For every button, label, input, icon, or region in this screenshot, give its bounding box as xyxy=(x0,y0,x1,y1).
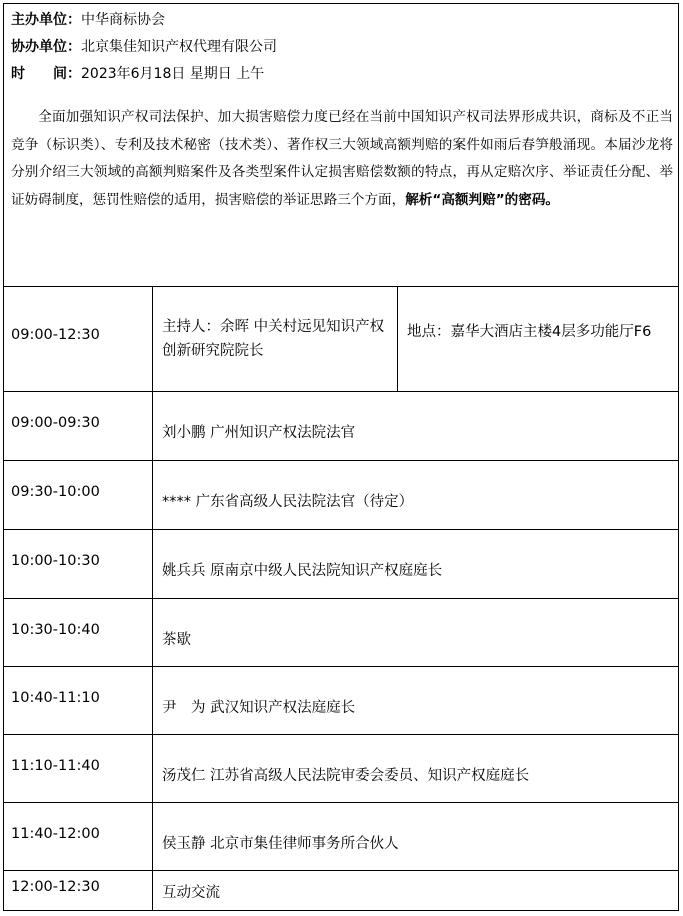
time-cell: 10:00-10:30 xyxy=(4,530,153,598)
schedule-row xyxy=(4,530,678,599)
speaker-cell: 汤茂仁 江苏省高级人民法院审委会委员、知识产权庭庭长 xyxy=(162,768,530,784)
speaker-cell: 互动交流 xyxy=(162,885,220,901)
time-line xyxy=(11,64,264,84)
speaker-cell: 刘小鹏 广州知识产权法院法官 xyxy=(162,425,356,441)
schedule-row xyxy=(4,803,678,871)
time-cell: 12:00-12:30 xyxy=(4,871,153,911)
time-cell: 10:30-10:40 xyxy=(4,599,153,666)
time-cell: 11:40-12:00 xyxy=(4,803,153,870)
time-label-a: 时 xyxy=(11,66,25,82)
intro-highlight: 解析“高额判赔”的密码。 xyxy=(405,191,560,208)
organizer-value: 中华商标协会 xyxy=(81,12,165,28)
speaker-cell: 茶歇 xyxy=(162,632,191,648)
time-cell: 10:40-11:10 xyxy=(4,667,153,734)
organizer-line xyxy=(11,10,165,30)
schedule-row xyxy=(4,599,678,667)
speaker-cell: 姚兵兵 原南京中级人民法院知识产权庭庭长 xyxy=(162,563,443,579)
co-organizer-value: 北京集佳知识产权代理有限公司 xyxy=(81,39,277,55)
speaker-cell: 尹 为 武汉知识产权法庭庭长 xyxy=(162,700,356,716)
time-cell: 09:00-09:30 xyxy=(4,392,153,460)
schedule-row-host xyxy=(4,287,678,392)
schedule-row xyxy=(4,735,678,803)
speaker-cell: 侯玉静 北京市集佳律师事务所合伙人 xyxy=(162,836,399,852)
host-cell: 主持人：余晖 中关村远见知识产权创新研究院院长 xyxy=(153,287,398,391)
event-info xyxy=(4,4,678,287)
time-cell: 09:00-12:30 xyxy=(4,287,153,391)
schedule-row xyxy=(4,392,678,461)
intro-paragraph xyxy=(11,104,673,214)
time-value: 2023年6月18日 星期日 上午 xyxy=(81,66,265,82)
organizer-label: 主办单位： xyxy=(11,12,81,28)
schedule-row xyxy=(4,461,678,530)
time-cell: 09:30-10:00 xyxy=(4,461,153,529)
co-organizer-label: 协办单位： xyxy=(11,39,81,55)
agenda-table xyxy=(3,3,679,911)
schedule-row xyxy=(4,871,678,911)
co-organizer-line xyxy=(11,37,277,57)
schedule-row xyxy=(4,667,678,735)
intro-text: 全面加强知识产权司法保护、加大损害赔偿力度已经在当前中国知识产权司法界形成共识，商标及不正当竞争（标识类）、专利及技术秘密（技术类）、著作权三大领域高额判赔的案件如雨后春笋般涌现。本届沙龙将分别介绍三大领域的高额判赔案件及各类型案件认定损害赔偿数额的特点，再从定赔次序、举证责任分配、举证妨碍制度，惩罚性赔偿的适用，损害赔偿的举证思路三个方面， xyxy=(11,109,673,208)
time-label-b: 间： xyxy=(53,66,81,82)
location-cell: 地点：嘉华大酒店主楼4层多功能厅F6 xyxy=(407,324,652,340)
speaker-cell: **** 广东省高级人民法院法官（待定） xyxy=(162,494,414,510)
time-cell: 11:10-11:40 xyxy=(4,735,153,802)
